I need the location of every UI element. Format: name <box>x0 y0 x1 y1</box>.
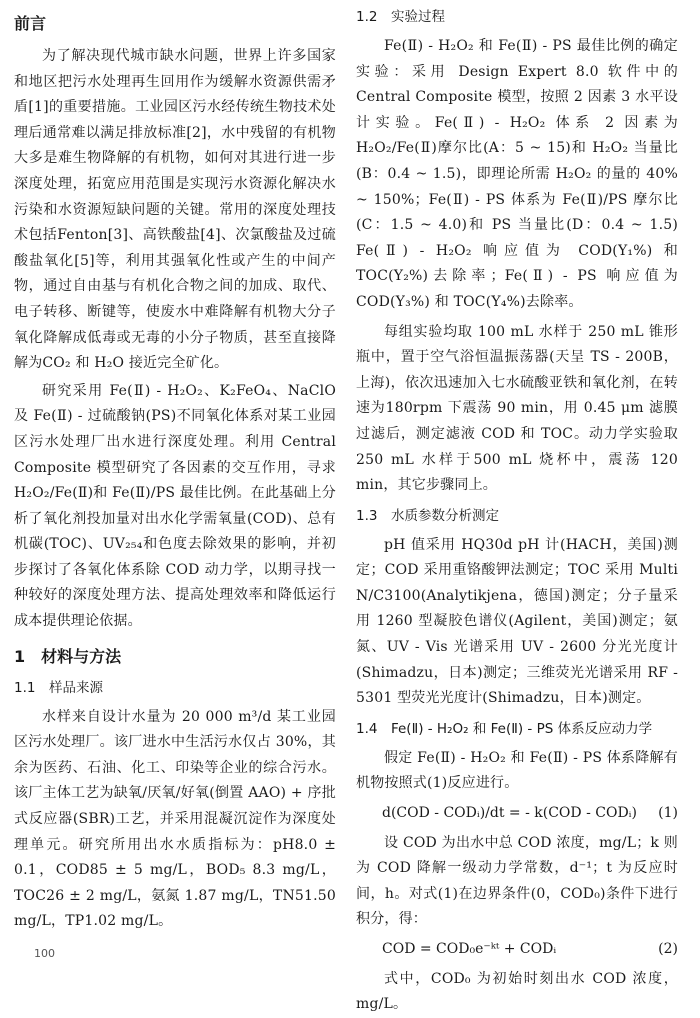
equation-1-number: (1) <box>658 805 678 822</box>
heading-section-1-3: 1.3 水质参数分析测定 <box>356 507 499 524</box>
paragraph-process-1: Fe(Ⅱ) - H₂O₂ 和 Fe(Ⅱ) - PS 最佳比例的确定实验：采用 Design Expert 8.0 软件中的 Central Composite 模型，按照 2 因素 3 水平设计实验。Fe(Ⅱ) - H₂O₂ 体系 2 因素为 H₂O₂/Fe(Ⅱ)摩尔比(A：5 ~ 15)和 H₂O₂ 当量比(B：0.4 ~ 1.5)，即理论所需 H₂O₂ 的量的 40% ~ 150%；Fe(Ⅱ) - PS 体系为 Fe(Ⅱ)/PS 摩尔比(C：1.5 ~ 4.0)和 PS 当量比(D：0.4 ~ 1.5) Fe(Ⅱ) - H₂O₂ 响应值为 COD(Y₁%) 和 TOC(Y₂%)去除率；Fe(Ⅱ) - PS 响应值为 COD(Y₃%) 和 TOC(Y₄%)去除率。 <box>356 38 678 310</box>
paragraph-intro-1: 为了解决现代城市缺水问题，世界上许多国家和地区把污水处理再生回用作为缓解水资源供需矛盾[1]的重要措施。工业园区污水经传统生物技术处理后通常难以满足排放标准[2]，水中残留的有机物大多是难生物降解的有机物，如何对其进行进一步深度处理，拓宽应用范围是实现污水资源化解决水污染和水资源短缺问题的关键。常用的深度处理技术包括Fenton[3]、高铁酸盐[4]、次氯酸盐及过硫酸盐氧化[5]等，利用其强氧化性或产生的中间产物，通过自由基与有机化合物之间的加成、取代、电子转移、断键等，使废水中难降解有机物大分子氧化降解成低毒或无毒的小分子物质，甚至直接降解为CO₂ 和 H₂O 接近完全矿化。 <box>14 48 336 372</box>
paragraph-kinetics-2: 设 COD 为出水中总 COD 浓度，mg/L；k 则为 COD 降解一级动力学常数，d⁻¹；t 为反应时间，h。对式(1)在边界条件(0，COD₀)条件下进行积分，得： <box>356 834 678 928</box>
heading-foreword: 前言 <box>14 14 47 33</box>
page-number: 100 <box>34 947 55 960</box>
paragraph-kinetics-1: 假定 Fe(Ⅱ) - H₂O₂ 和 Fe(Ⅱ) - PS 体系降解有机物按照式(1)反应进行。 <box>356 749 678 792</box>
equation-2-body: COD = COD₀e⁻ᵏᵗ + CODᵢ <box>382 941 557 957</box>
paragraph-analysis: pH 值采用 HQ30d pH 计(HACH，美国)测定；COD 采用重铬酸钾法测定；TOC 采用 Multi N/C3100(Analytikjena，德国)测定；分子量采用 1260 型凝胶色谱仪(Agilent，美国)测定；氨氮、UV - Vis 光谱采用 UV - 2600 分光光度计(Shimadzu，日本)测定；三维荧光光谱采用 RF - 5301 型荧光光度计(Shimadzu，日本)测定。 <box>356 536 678 707</box>
paragraph-sample-source: 水样来自设计水量为 20 000 m³/d 某工业园区污水处理厂。该厂进水中生活污水仅占 30%，其余为医药、石油、化工、印染等企业的综合污水。该厂主体工艺为缺氧/厌氧/好氧(倒置 AAO) + 序批式反应器(SBR)工艺，并采用混凝沉淀作为深度处理单元。研究所用出水水质指标为：pH8.0 ± 0.1，COD85 ± 5 mg/L，BOD₅ 8.3 mg/L，TOC26 ± 2 mg/L，氨氮 1.87 mg/L，TN51.50 mg/L，TP1.02 mg/L。 <box>14 708 336 930</box>
left-column <box>14 6 336 935</box>
equation-1 <box>356 801 678 827</box>
equation-2-number: (2) <box>658 941 678 957</box>
heading-section-1-4: 1.4 Fe(Ⅱ) - H₂O₂ 和 Fe(Ⅱ) - PS 体系反应动力学 <box>356 720 653 737</box>
right-column <box>356 6 678 1018</box>
paragraph-intro-2: 研究采用 Fe(Ⅱ) - H₂O₂、K₂FeO₄、NaClO 及 Fe(Ⅱ) - 过硫酸钠(PS)不同氧化体系对某工业园区污水处理厂出水进行深度处理。利用 Central Composite 模型研究了各因素的交互作用，寻求 H₂O₂/Fe(Ⅱ)和 Fe(Ⅱ)/PS 最佳比例。在此基础上分析了氧化剂投加量对出水化学需氧量(COD)、总有机碳(TOC)、UV₂₅₄和色度去除效果的影响，并初步探讨了各氧化体系除 COD 动力学，以期寻找一种较好的深度处理方法、提高处理效率和降低运行成本提供理论依据。 <box>14 382 337 630</box>
paragraph-process-2: 每组实验均取 100 mL 水样于 250 mL 锥形瓶中，置于空气浴恒温振荡器(天呈 TS - 200B，上海)，依次迅速加入七水硫酸亚铁和氧化剂，在转速为180rpm 下震荡 90 min，用 0.45 μm 滤膜过滤后，测定滤液 COD 和 TOC。动力学实验取 250 mL 水样于500 mL 烧杯中，震荡 120 min，其它步骤同上。 <box>356 323 678 494</box>
equation-2 <box>356 937 678 963</box>
paragraph-kinetics-3: 式中，COD₀ 为初始时刻出水 COD 浓度，mg/L。 <box>356 970 678 1013</box>
heading-section-1: 1 材料与方法 <box>14 646 122 666</box>
heading-section-1-2: 1.2 实验过程 <box>356 9 445 25</box>
heading-section-1-1: 1.1 样品来源 <box>14 679 103 696</box>
equation-1-body: d(COD - CODᵢ)/dt = - k(COD - CODᵢ) <box>382 805 637 822</box>
